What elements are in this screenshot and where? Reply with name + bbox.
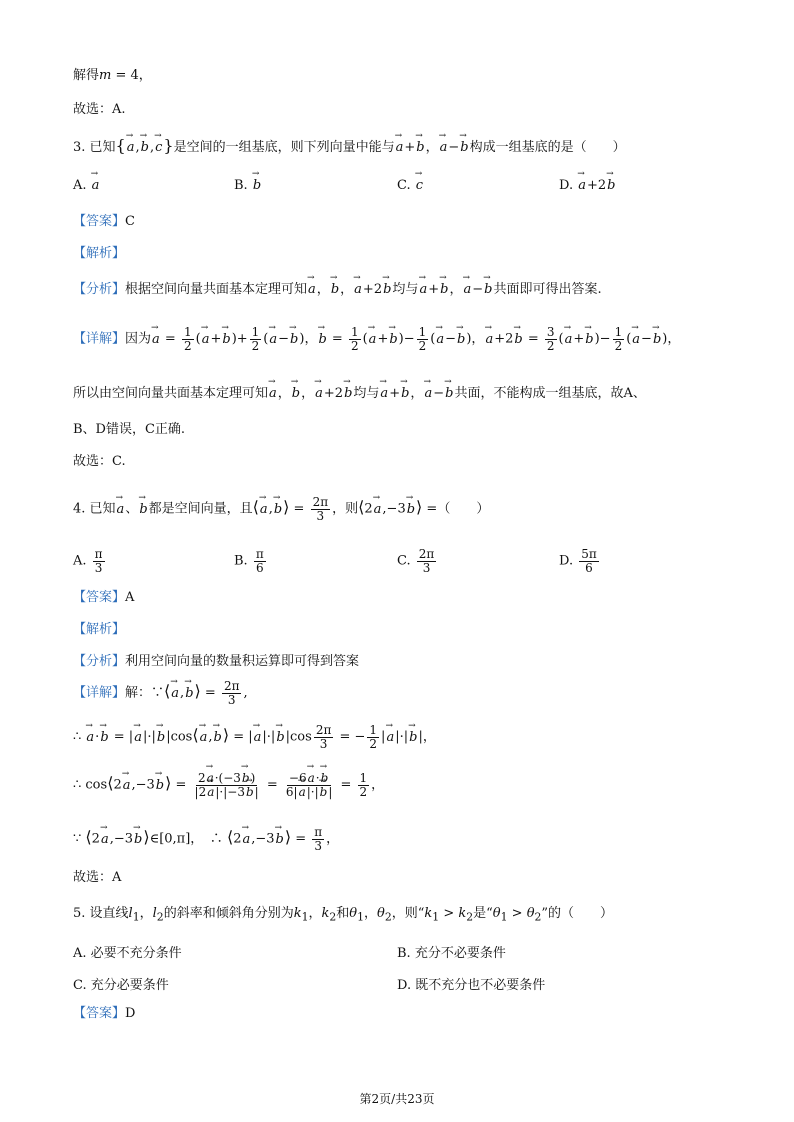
q4-option-d: D. $\frac{5\pi}{6}$ — [559, 547, 597, 575]
q5-option-a: A. 必要不充分条件 — [73, 946, 182, 961]
detail-3: 【详解】因为→ a = $\frac{1}{2}$ (→ a+→ b)+ $\frac{1}{2}$ (→ a−→ b)，→ b = $\frac{1}{2}$ (→ a+→ b)− $\frac{1}{2}$ (→ a−→ b)，→ a+2→ b = $\frac{3}{2}$ (→ a+→ b)− $\frac{1}{2}$ (→ a−→ b)， — [73, 326, 680, 352]
answer-4: 【答案】A — [73, 590, 135, 605]
detail-3-line4: 故选：C. — [73, 454, 126, 469]
answer-5: 【答案】D — [73, 1006, 136, 1021]
detail-4: 【详解】解：∵⟨→ a,→ b⟩ = $\frac{2\pi}{3}$ , — [73, 680, 248, 706]
q4-option-c: C. $\frac{2\pi}{3}$ — [397, 547, 435, 575]
line-choose-a: 故选：A. — [73, 102, 126, 117]
analysis-3-label: 【解析】 — [73, 246, 126, 261]
q3-option-a: A. → a — [73, 178, 100, 193]
q3-option-c: C. → c — [397, 178, 424, 193]
q5-option-d: D. 既不充分也不必要条件 — [397, 978, 546, 993]
line-solve-m: 解得m = 4， — [73, 68, 152, 83]
detail-3-line2: 所以由空间向量共面基本定理可知→ a，→ b，→ a+2→ b均与→ a+→ b，→ a−→ b共面，不能构成一组基底，故A、 — [73, 386, 646, 402]
detail-4-line4: ∵ ⟨2→ a,−3→ b⟩∈[0,π]， ∴ ⟨2→ a,−3→ b⟩ = $\frac{\pi}{3}$ ， — [73, 826, 339, 852]
analysis-4-label: 【解析】 — [73, 622, 126, 637]
analysis-3: 【分析】根据空间向量共面基本定理可知→ a，→ b，→ a+2→ b均与→ a+→ b，→ a−→ b共面即可得出答案. — [73, 282, 602, 298]
q3-option-d: D. → a+2→ b — [559, 178, 617, 193]
q5-option-b: B. 充分不必要条件 — [397, 946, 506, 961]
q5-option-c: C. 充分必要条件 — [73, 978, 169, 993]
q4-option-b: B. $\frac{\pi}{6}$ — [234, 547, 264, 575]
question-5: 5. 设直线$l_1$，$l_2$的斜率和倾斜角分别为$k_1$，$k_2$和$\theta_1$，$\theta_2$，则“$k_1 > k_2$是“$\theta_1 > \theta_2$”的（ ） — [73, 906, 614, 924]
q4-option-a: A. $\frac{\pi}{3}$ — [73, 547, 103, 575]
detail-4-line2: ∴ → a·→ b = |→ a|·|→ b|cos⟨→ a,→ b⟩ = |→ a|·|→ b|cos $\frac{2\pi}{3}$ = − $\frac{1}{2}$ |→ a|·|→ b|， — [73, 724, 436, 750]
page-footer: 第2页/共23页 — [359, 1092, 435, 1106]
detail-4-line3: ∴ cos⟨2→ a,−3→ b⟩ = $\frac{2\to a\cdot(-3\to b)}{|2\to a|\cdot|-3\to b|}$ = $\frac{-6\to a\cdot\to b}{6|\to a|\cdot|\to b|}$ = $\frac{1}{2}$ ， — [73, 772, 384, 798]
question-4: 4. 已知→ a、→ b都是空间向量，且⟨→ a,→ b⟩ = $\frac{2\pi}{3}$ ，则⟨2→ a,−3→ b⟩ =（ ） — [73, 496, 489, 522]
analysis-4: 【分析】利用空间向量的数量积运算即可得到答案 — [73, 654, 360, 669]
question-3: 3. 已知{→ a,→ b,→ c}是空间的一组基底，则下列向量中能与→ a+→ b，→ a−→ b构成一组基底的是（ ） — [73, 136, 626, 156]
q3-option-b: B. → b — [234, 178, 262, 193]
detail-4-line5: 故选：A — [73, 870, 122, 885]
answer-3: 【答案】C — [73, 214, 135, 229]
detail-3-line3: B、D错误，C正确. — [73, 422, 186, 437]
